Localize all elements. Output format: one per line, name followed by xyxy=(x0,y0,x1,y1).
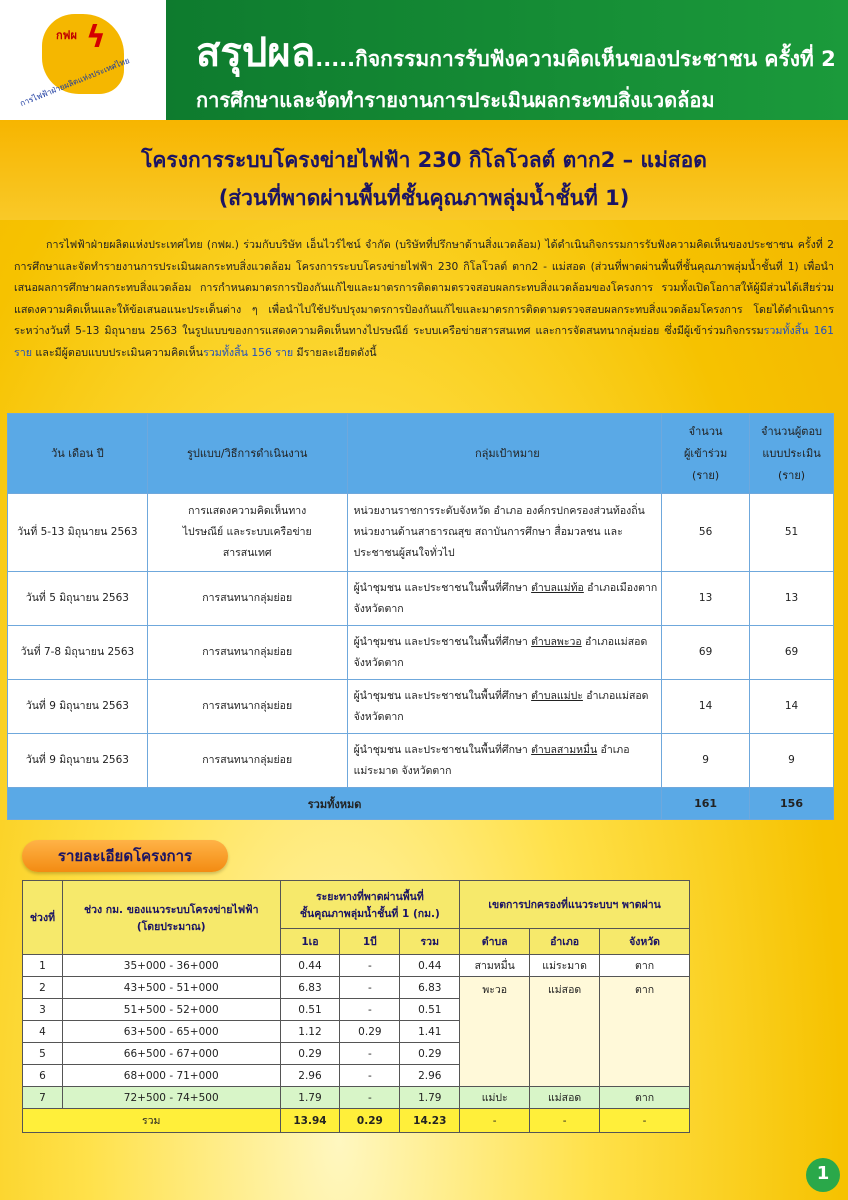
group-text-post: อำเภอแม่ระมาด จังหวัดตาก xyxy=(353,743,630,777)
row-format xyxy=(147,680,347,734)
row-sum: 0.44 xyxy=(400,955,460,977)
row-amphoe: แม่ระมาด xyxy=(530,955,600,977)
row-sum: 1.41 xyxy=(400,1021,460,1043)
format-line: การแสดงความคิดเห็นทาง xyxy=(188,505,307,517)
table-row xyxy=(8,734,834,788)
row-participants: 9 xyxy=(662,734,750,788)
page-title xyxy=(196,20,836,84)
format-line: การสนทนากลุ่มย่อย xyxy=(202,754,293,766)
row-date: วันที่ 5-13 มิถุนายน 2563 xyxy=(8,494,148,572)
para-highlight-responders: รวมทั้งสิ้น 156 ราย xyxy=(203,345,294,359)
total-sum: 14.23 xyxy=(400,1109,460,1133)
col-participants xyxy=(662,414,750,494)
page-number: 1 xyxy=(806,1158,840,1192)
group-tambon: ตำบลแม่ท้อ xyxy=(531,581,584,594)
col-distance xyxy=(280,881,460,929)
row-km: 43+500 - 51+000 xyxy=(62,977,280,999)
row-1b: - xyxy=(340,1087,400,1109)
row-km: 72+500 - 74+500 xyxy=(62,1087,280,1109)
row-sum: 0.51 xyxy=(400,999,460,1021)
page-subtitle: การศึกษาและจัดทำรายงานการประเมินผลกระทบสิ่งแวดล้อม xyxy=(196,88,715,112)
row-sum: 1.79 xyxy=(400,1087,460,1109)
row-1b: - xyxy=(340,977,400,999)
format-line: การสนทนากลุ่มย่อย xyxy=(202,646,293,658)
row-group xyxy=(347,680,662,734)
col-participants-l3: (ราย) xyxy=(692,468,720,482)
col-admin: เขตการปกครองที่แนวระบบฯ พาดผ่าน xyxy=(460,881,690,929)
table-row xyxy=(23,977,690,999)
format-line: ไปรษณีย์ และระบบเครือข่าย xyxy=(182,526,312,538)
row-1a: 1.12 xyxy=(280,1021,340,1043)
group-text: ผู้นำชุมชน และประชาชนในพื้นที่ศึกษา xyxy=(353,743,532,756)
row-segment: 4 xyxy=(23,1021,63,1043)
group-text: ผู้นำชุมชน และประชาชนในพื้นที่ศึกษา xyxy=(353,581,532,594)
row-km: 35+000 - 36+000 xyxy=(62,955,280,977)
group-text: ผู้นำชุมชน และประชาชนในพื้นที่ศึกษา xyxy=(353,689,532,702)
col-responders xyxy=(750,414,834,494)
row-province: ตาก xyxy=(600,955,690,977)
col-distance-l2: ชั้นคุณภาพลุ่มน้ำชั้นที่ 1 (กม.) xyxy=(299,907,440,920)
row-1a: 2.96 xyxy=(280,1065,340,1087)
project-detail-table xyxy=(22,880,690,1133)
para-text-3: มีรายละเอียดดังนี้ xyxy=(293,345,377,359)
row-1a: 1.79 xyxy=(280,1087,340,1109)
row-1a: 0.44 xyxy=(280,955,340,977)
section-badge: รายละเอียดโครงการ xyxy=(22,840,228,872)
format-line: สารสนเทศ xyxy=(222,547,272,559)
col-segment: ช่วงที่ xyxy=(23,881,63,955)
table-row xyxy=(23,955,690,977)
total-amphoe: - xyxy=(530,1109,600,1133)
para-highlight-participants: รวมทั้งสิ้น 161 ราย xyxy=(14,324,834,359)
row-format xyxy=(147,572,347,626)
table-row xyxy=(23,1087,690,1109)
logo-text: กฟผ xyxy=(56,29,77,42)
group-text-post: อำเภอแม่สอด จังหวัดตาก xyxy=(353,635,648,669)
group-tambon: ตำบลแม่ปะ xyxy=(531,689,583,702)
group-tambon: ตำบลสามหมื่น xyxy=(531,743,598,756)
row-tambon: พะวอ xyxy=(460,977,530,1087)
total-participants: 161 xyxy=(662,788,750,820)
row-1a: 0.29 xyxy=(280,1043,340,1065)
total-province: - xyxy=(600,1109,690,1133)
row-province: ตาก xyxy=(600,977,690,1087)
total-tambon: - xyxy=(460,1109,530,1133)
row-group xyxy=(347,494,662,572)
group-text: ผู้นำชุมชน และประชาชนในพื้นที่ศึกษา xyxy=(353,635,532,648)
col-sum: รวม xyxy=(400,929,460,955)
row-1b: - xyxy=(340,1065,400,1087)
group-text: หน่วยงานราชการระดับจังหวัด อำเภอ องค์กรปกครองส่วนท้องถิ่น หน่วยงานด้านสาธารณสุข สถาบันการศึกษา สื่อมวลชน และประชาชนผู้สนใจทั่วไป xyxy=(353,505,645,559)
col-km xyxy=(62,881,280,955)
row-responders: 13 xyxy=(750,572,834,626)
col-responders-l2: แบบประเมิน xyxy=(762,446,821,460)
table-row xyxy=(8,626,834,680)
row-segment: 7 xyxy=(23,1087,63,1109)
row-date: วันที่ 5 มิถุนายน 2563 xyxy=(8,572,148,626)
title-rest: .....กิจกรรมการรับฟังความคิดเห็นของประชาชน ครั้งที่ 2 xyxy=(315,47,836,71)
col-distance-l1: ระยะทางที่พาดผ่านพื้นที่ xyxy=(315,890,424,903)
table-row xyxy=(8,680,834,734)
row-format xyxy=(147,494,347,572)
project-subtitle: (ส่วนที่พาดผ่านพื้นที่ชั้นคุณภาพลุ่มน้ำชั้นที่ 1) xyxy=(218,186,630,210)
row-group xyxy=(347,572,662,626)
col-1a: 1เอ xyxy=(280,929,340,955)
project-title: โครงการระบบโครงข่ายไฟฟ้า 230 กิโลโวลต์ ตาก2 – แม่สอด xyxy=(141,148,707,172)
col-amphoe: อำเภอ xyxy=(530,929,600,955)
row-1b: - xyxy=(340,999,400,1021)
row-1b: 0.29 xyxy=(340,1021,400,1043)
row-segment: 6 xyxy=(23,1065,63,1087)
col-group: กลุ่มเป้าหมาย xyxy=(347,414,662,494)
col-responders-l3: (ราย) xyxy=(777,468,806,482)
summary-paragraph xyxy=(14,234,834,364)
col-km-l1: ช่วง กม. ของแนวระบบโครงข่ายไฟฟ้า xyxy=(83,903,259,916)
row-1a: 0.51 xyxy=(280,999,340,1021)
col-participants-l1: จำนวน xyxy=(688,424,723,438)
total-label: รวม xyxy=(23,1109,281,1133)
row-km: 63+500 - 65+000 xyxy=(62,1021,280,1043)
row-segment: 2 xyxy=(23,977,63,999)
row-sum: 0.29 xyxy=(400,1043,460,1065)
total-label: รวมทั้งหมด xyxy=(8,788,662,820)
row-amphoe: แม่สอด xyxy=(530,1087,600,1109)
row-date: วันที่ 7-8 มิถุนายน 2563 xyxy=(8,626,148,680)
col-province: จังหวัด xyxy=(600,929,690,955)
row-responders: 69 xyxy=(750,626,834,680)
row-date: วันที่ 9 มิถุนายน 2563 xyxy=(8,680,148,734)
table-row xyxy=(8,572,834,626)
row-segment: 3 xyxy=(23,999,63,1021)
row-tambon: สามหมื่น xyxy=(460,955,530,977)
row-sum: 2.96 xyxy=(400,1065,460,1087)
row-responders: 51 xyxy=(750,494,834,572)
row-participants: 69 xyxy=(662,626,750,680)
row-format xyxy=(147,734,347,788)
table-total-row xyxy=(23,1109,690,1133)
para-text-2: และมีผู้ตอบแบบประเมินความคิดเห็น xyxy=(32,345,204,359)
row-participants: 56 xyxy=(662,494,750,572)
total-responders: 156 xyxy=(750,788,834,820)
format-line: การสนทนากลุ่มย่อย xyxy=(202,700,293,712)
col-km-l2: (โดยประมาณ) xyxy=(136,920,206,933)
logo-caption: การไฟฟ้าฝ่ายผลิตแห่งประเทศไทย xyxy=(18,55,131,109)
row-sum: 6.83 xyxy=(400,977,460,999)
row-format xyxy=(147,626,347,680)
group-tambon: ตำบลพะวอ xyxy=(531,635,582,648)
col-1b: 1บี xyxy=(340,929,400,955)
title-main: สรุปผล xyxy=(196,30,316,76)
row-participants: 14 xyxy=(662,680,750,734)
row-1b: - xyxy=(340,955,400,977)
para-text: การไฟฟ้าฝ่ายผลิตแห่งประเทศไทย (กฟผ.) ร่วมกับบริษัท เอ็นไวร์ไซน์ จำกัด (บริษัทที่ปรึกษาด้านสิ่งแวดล้อม) ได้ดำเนินกิจกรรมการรับฟังความคิดเห็นของประชาชน ครั้งที่ 2 การศึกษาและจัดทำรายงานการประเมินผลกระทบสิ่งแวดล้อม โครงการระบบโครงข่ายไฟฟ้า 230 กิโลโวลต์ ตาก2 - แม่สอด (ส่วนที่พาดผ่านพื้นที่ชั้นคุณภาพลุ่มน้ำชั้นที่ 1) เพื่อนำเสนอผลการศึกษาผลกระทบสิ่งแวดล้อม การกำหนดมาตรการป้องกันแก้ไขและมาตรการติดตามตรวจสอบผลกระทบสิ่งแวดล้อมของโครงการ รวมทั้งเปิดโอกาสให้ผู้มีส่วนได้เสียร่วมแสดงความคิดเห็นและให้ข้อเสนอแนะประเด็นต่าง ๆ เพื่อนำไปใช้ปรับปรุงมาตรการป้องกันแก้ไขและมาตรการติดตามตรวจสอบผลกระทบสิ่งแวดล้อมโครงการ โดยได้ดำเนินการระหว่างวันที่ 5-13 มิถุนายน 2563 ในรูปแบบของการแสดงความคิดเห็นทางไปรษณีย์ ระบบเครือข่ายสารสนเทศ และการจัดสนทนากลุ่มย่อย ซึ่งมีผู้เข้าร่วมกิจกรรม xyxy=(14,238,834,338)
total-1a: 13.94 xyxy=(280,1109,340,1133)
row-responders: 9 xyxy=(750,734,834,788)
row-segment: 5 xyxy=(23,1043,63,1065)
row-1a: 6.83 xyxy=(280,977,340,999)
group-text-post: อำเภอเมืองตาก จังหวัดตาก xyxy=(353,581,658,615)
row-1b: - xyxy=(340,1043,400,1065)
col-responders-l1: จำนวนผู้ตอบ xyxy=(761,424,823,438)
col-participants-l2: ผู้เข้าร่วม xyxy=(683,446,728,460)
row-km: 51+500 - 52+000 xyxy=(62,999,280,1021)
col-tambon: ตำบล xyxy=(460,929,530,955)
row-responders: 14 xyxy=(750,680,834,734)
row-participants: 13 xyxy=(662,572,750,626)
row-segment: 1 xyxy=(23,955,63,977)
row-date: วันที่ 9 มิถุนายน 2563 xyxy=(8,734,148,788)
row-group xyxy=(347,626,662,680)
row-tambon: แม่ปะ xyxy=(460,1087,530,1109)
lightning-icon: ϟ xyxy=(86,20,106,55)
row-km: 68+000 - 71+000 xyxy=(62,1065,280,1087)
activity-table xyxy=(7,413,834,820)
group-text-post: อำเภอแม่สอด จังหวัดตาก xyxy=(353,689,649,723)
format-line: การสนทนากลุ่มย่อย xyxy=(202,592,293,604)
table-row xyxy=(8,494,834,572)
row-province: ตาก xyxy=(600,1087,690,1109)
col-format: รูปแบบ/วิธีการดำเนินงาน xyxy=(147,414,347,494)
row-group xyxy=(347,734,662,788)
row-amphoe: แม่สอด xyxy=(530,977,600,1087)
col-date: วัน เดือน ปี xyxy=(8,414,148,494)
row-km: 66+500 - 67+000 xyxy=(62,1043,280,1065)
total-1b: 0.29 xyxy=(340,1109,400,1133)
